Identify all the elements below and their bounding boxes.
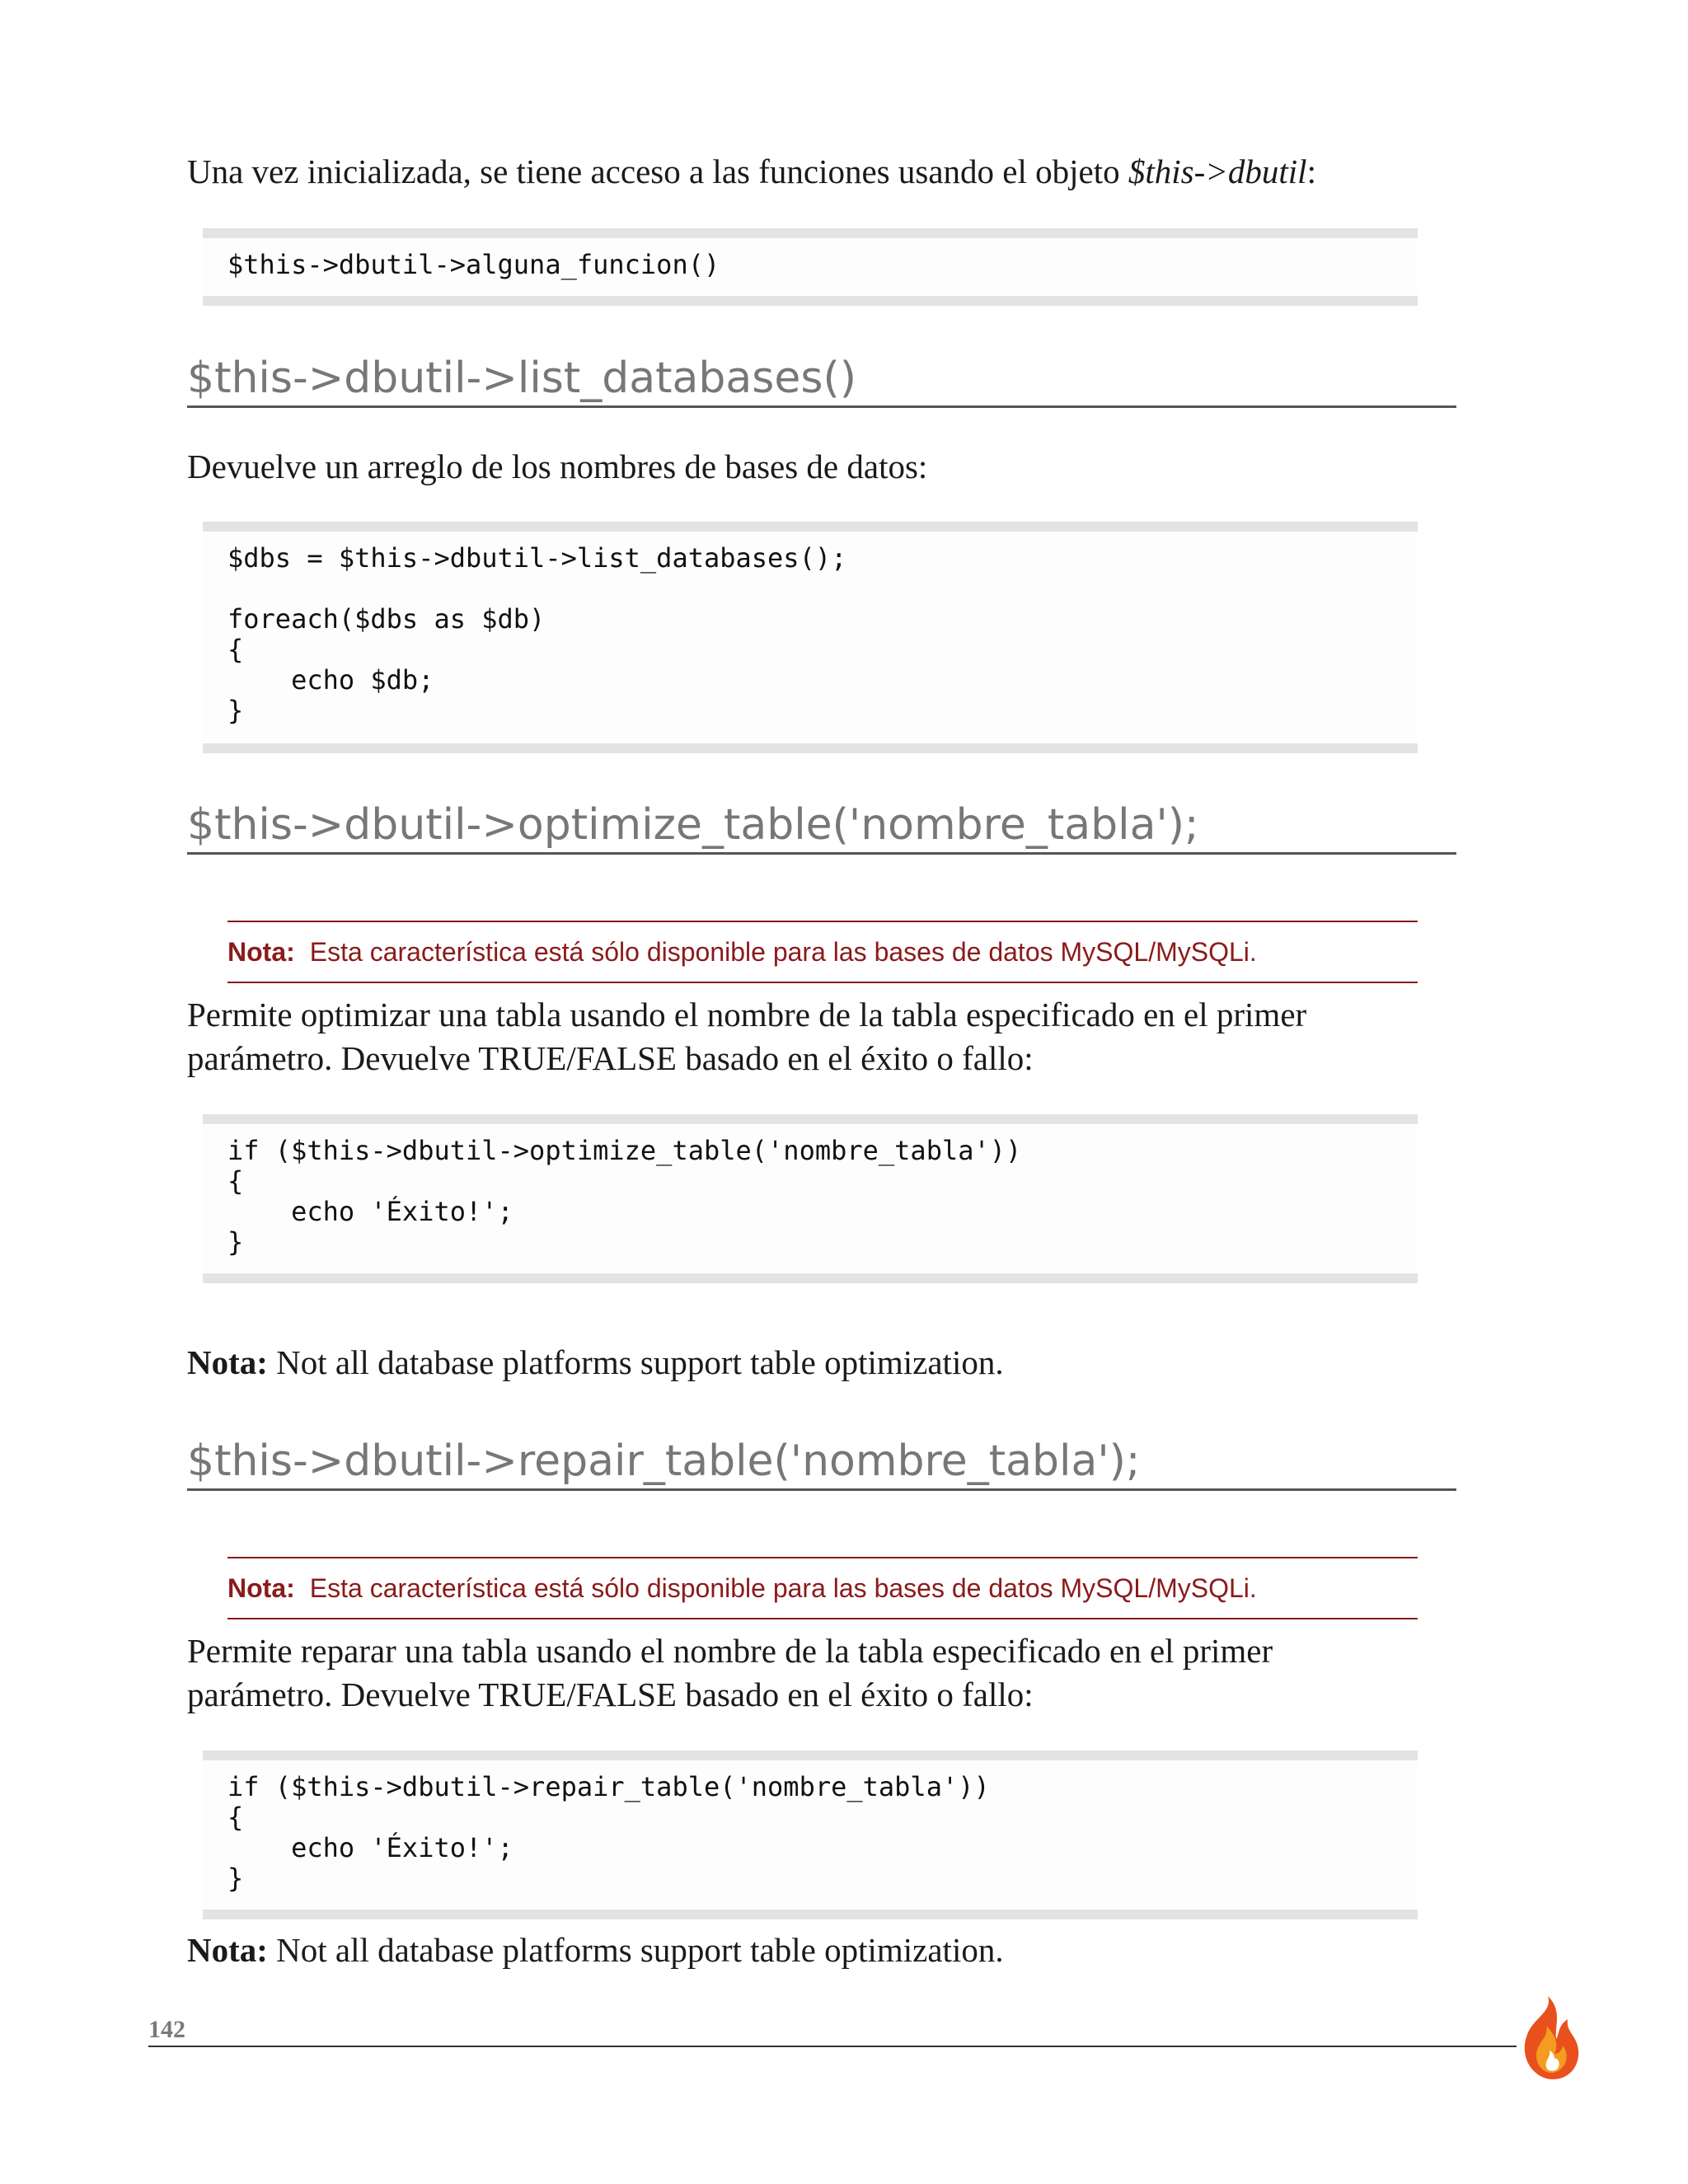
- code-line: $dbs = $this->dbutil->list_databases();: [227, 542, 847, 574]
- optimize-description: [187, 993, 1440, 1080]
- footnote-text: Not all database platforms support table optimization.: [267, 1343, 1004, 1381]
- repair-description-line-1: Permite reparar una tabla usando el nombre de la tabla especificado en el primer: [187, 1632, 1273, 1670]
- intro-paragraph: [187, 150, 1440, 194]
- list-databases-description: Devuelve un arreglo de los nombres de bases de datos:: [187, 448, 928, 485]
- code-line: echo $db;: [227, 664, 434, 696]
- footnote-text: Not all database platforms support table optimization.: [267, 1931, 1004, 1969]
- code-line: if ($this->dbutil->repair_table('nombre_tabla')): [227, 1771, 990, 1802]
- code-line: {: [227, 634, 244, 665]
- repair-footnote: [187, 1929, 1440, 1972]
- footer-rule: [148, 2046, 1517, 2047]
- optimize-footnote: [187, 1341, 1440, 1385]
- page-number: 142: [148, 2016, 185, 2043]
- note-text: Esta característica está sólo disponible para las bases de datos MySQL/MySQLi.: [309, 937, 1257, 967]
- flame-logo-icon: [1510, 1993, 1584, 2083]
- section-heading-optimize-table: $this->dbutil->optimize_table('nombre_tabla');: [187, 799, 1456, 855]
- code-line: echo 'Éxito!';: [227, 1832, 513, 1863]
- repair-description: [187, 1629, 1440, 1717]
- code-line: {: [227, 1165, 244, 1197]
- code-line: {: [227, 1802, 244, 1833]
- note-box-repair: [227, 1557, 1418, 1619]
- intro-object: $this->dbutil: [1128, 152, 1307, 190]
- code-block-repair: [203, 1750, 1418, 1919]
- code-line: echo 'Éxito!';: [227, 1196, 513, 1227]
- code-line: $this->dbutil->alguna_funcion(): [227, 249, 720, 280]
- section-heading-repair-table: $this->dbutil->repair_table('nombre_tabla');: [187, 1436, 1456, 1491]
- intro-text: Una vez inicializada, se tiene acceso a las funciones usando el objeto: [187, 152, 1128, 190]
- repair-description-line-2: parámetro. Devuelve TRUE/FALSE basado en el éxito o fallo:: [187, 1675, 1034, 1713]
- note-box-optimize: [227, 921, 1418, 983]
- note-text: Esta característica está sólo disponible para las bases de datos MySQL/MySQLi.: [309, 1573, 1257, 1603]
- code-block-list-databases: [203, 522, 1418, 753]
- section-heading-list-databases: $this->dbutil->list_databases(): [187, 353, 1456, 408]
- code-line: }: [227, 695, 244, 726]
- note-label: Nota:: [227, 937, 295, 967]
- intro-end: :: [1306, 152, 1316, 190]
- code-line: foreach($dbs as $db): [227, 603, 546, 635]
- code-line: }: [227, 1863, 244, 1894]
- code-block-optimize: [203, 1114, 1418, 1283]
- footnote-label: Nota:: [187, 1343, 268, 1381]
- code-line: if ($this->dbutil->optimize_table('nombre_tabla')): [227, 1135, 1022, 1166]
- note-label: Nota:: [227, 1573, 295, 1603]
- code-line-blank: [227, 574, 1393, 604]
- code-block-usage: [203, 228, 1418, 306]
- footnote-label: Nota:: [187, 1931, 268, 1969]
- optimize-description-line-2: parámetro. Devuelve TRUE/FALSE basado en el éxito o fallo:: [187, 1039, 1034, 1077]
- optimize-description-line-1: Permite optimizar una tabla usando el nombre de la tabla especificado en el primer: [187, 996, 1307, 1033]
- code-line: }: [227, 1226, 244, 1258]
